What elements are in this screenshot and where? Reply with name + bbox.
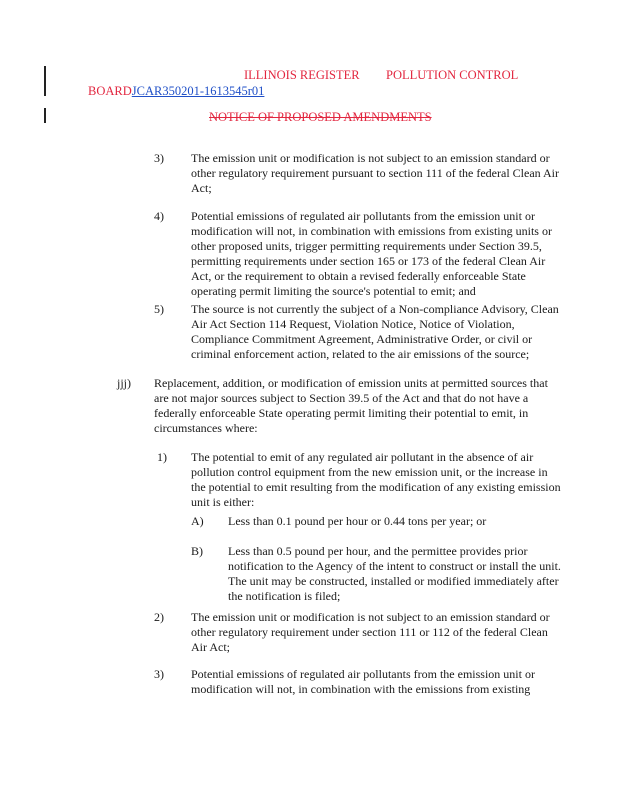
item-number: 3) bbox=[154, 667, 164, 681]
item-number: 1) bbox=[157, 450, 167, 464]
revision-bar-top bbox=[44, 66, 46, 96]
item-text: Potential emissions of regulated air pollutants from the emission unit or modification will not, in combination with emissions from existing units or other proposed units, trigger permitting requirements under Section 39.5, permitting requirements under section 165 or 173 of the federal Clean Air Act, or the requirement to obtain a revised federally enforceable State operating permit limiting the source's potential to emit; and bbox=[191, 209, 552, 298]
item-text: Replacement, addition, or modification of emission units at permitted sources that are not major sources subject to Section 39.5 of the Act and that do not have a federally enforceable State operating permit limiting their potential to emit, in circumstances where: bbox=[154, 376, 548, 435]
jcar-link[interactable]: JCAR350201-1613545r01 bbox=[131, 84, 265, 98]
item-text: The source is not currently the subject of a Non-compliance Advisory, Clean Air Act Section 114 Request, Violation Notice, Notice of Violation, Compliance Commitment Agreement, Administrative Order, or civil or criminal enforcement action, related to the air emissions of the source; bbox=[191, 302, 559, 361]
item-text: Less than 0.1 pound per hour or 0.44 tons per year; or bbox=[228, 514, 487, 528]
item-number: B) bbox=[191, 544, 203, 558]
item-number: 4) bbox=[154, 209, 164, 223]
item-number: jjj) bbox=[117, 376, 131, 390]
item-number: A) bbox=[191, 514, 204, 528]
notice-title: NOTICE OF PROPOSED AMENDMENTS bbox=[209, 110, 432, 124]
header-board-line bbox=[88, 84, 264, 99]
item-number: 2) bbox=[154, 610, 164, 624]
item-text: The emission unit or modification is not subject to an emission standard or other regulatory requirement under section 111 or 112 of the federal Clean Air Act; bbox=[191, 610, 550, 654]
header-board-part2: BOARD bbox=[88, 84, 132, 98]
header-register: ILLINOIS REGISTER bbox=[244, 68, 360, 82]
revision-bar-bottom bbox=[44, 108, 46, 123]
item-number: 5) bbox=[154, 302, 164, 316]
item-text: Less than 0.5 pound per hour, and the permittee provides prior notification to the Agency of the intent to construct or install the unit. The unit may be constructed, installed or modified immediately after the notification is filed; bbox=[228, 544, 561, 603]
item-number: 3) bbox=[154, 151, 164, 165]
item-text: The emission unit or modification is not subject to an emission standard or other regulatory requirement pursuant to section 111 of the federal Clean Air Act; bbox=[191, 151, 559, 195]
item-text: The potential to emit of any regulated air pollutant in the absence of air pollution control equipment from the new emission unit, or the increase in the potential to emit resulting from the modification of any existing emission unit is either: bbox=[191, 450, 561, 509]
header-board-part1: POLLUTION CONTROL bbox=[386, 68, 519, 82]
item-text: Potential emissions of regulated air pollutants from the emission unit or modification will not, in combination with the emissions from existing bbox=[191, 667, 535, 696]
